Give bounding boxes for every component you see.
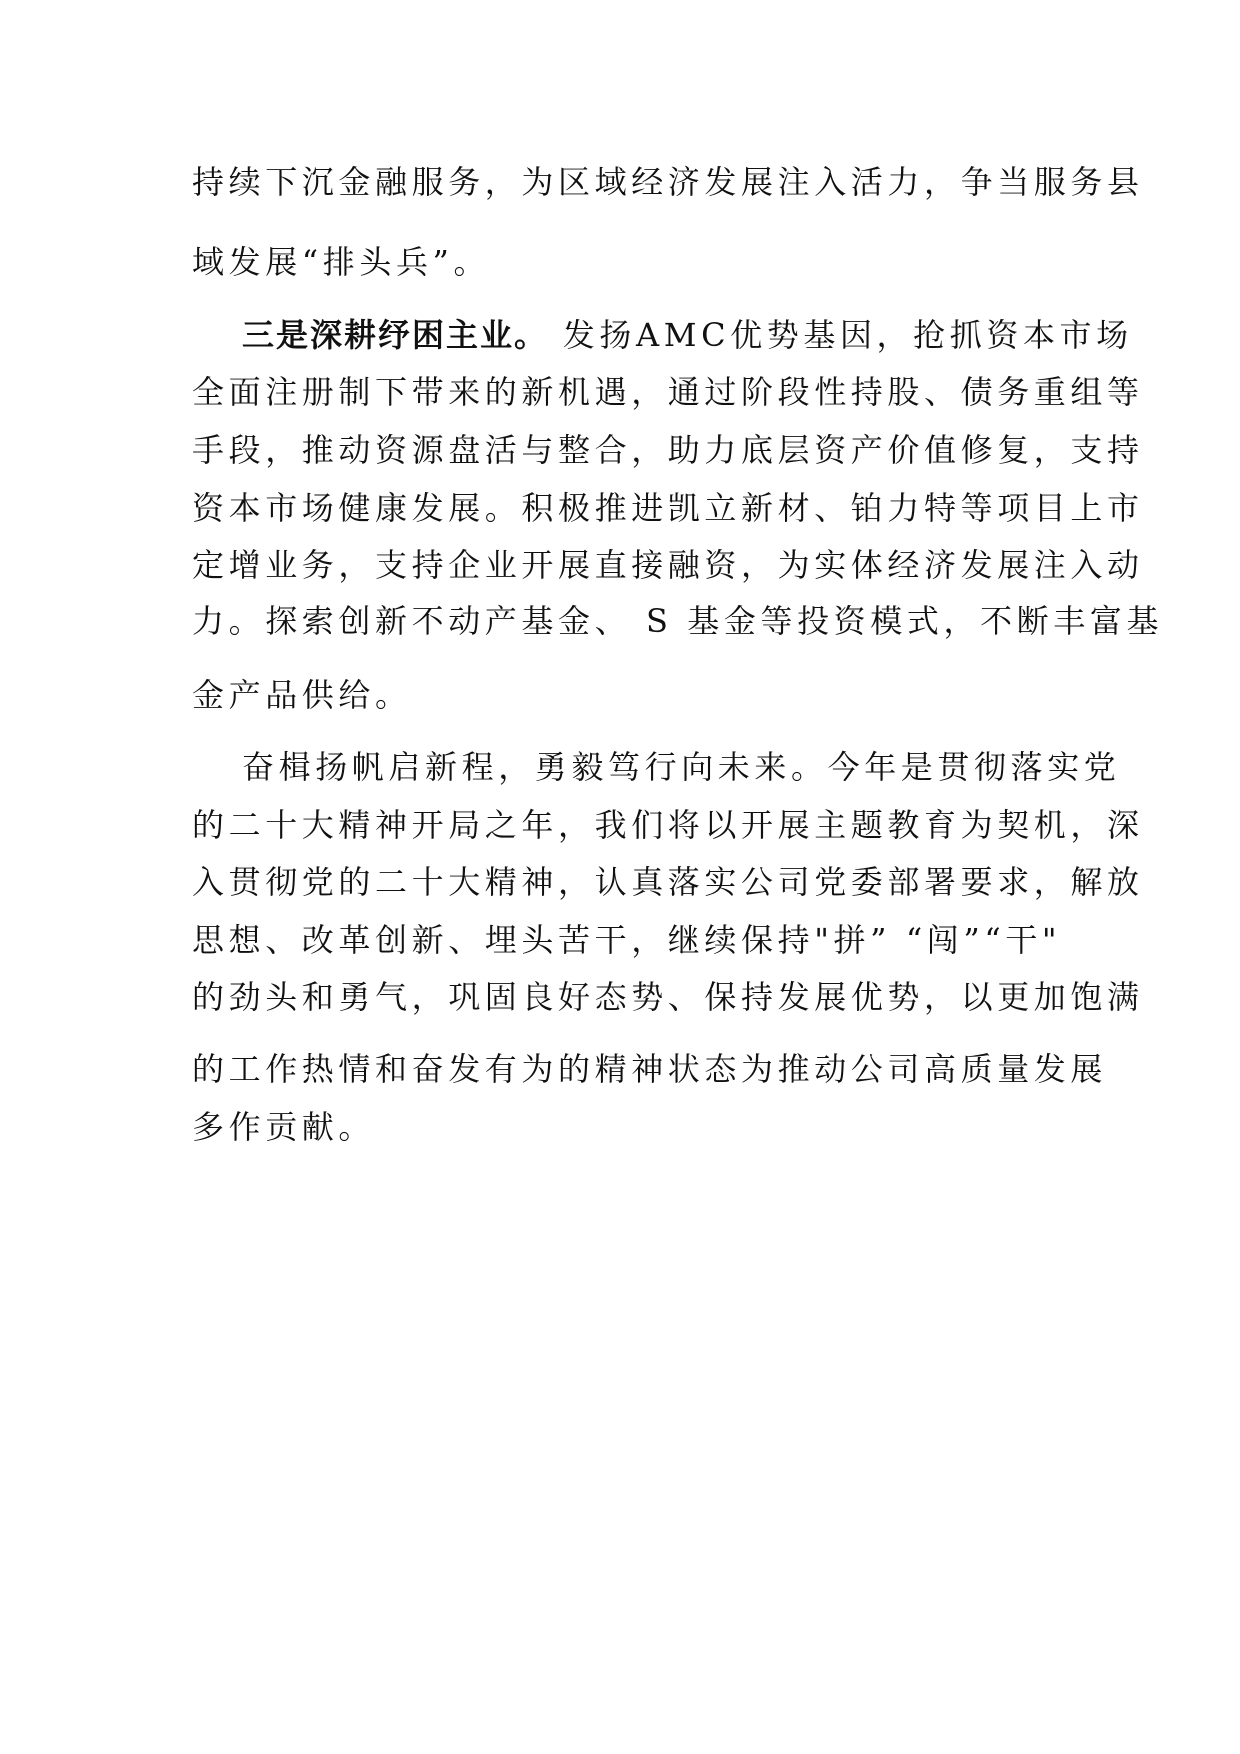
- paragraph-2-line-6: 力。探索创新不动产基金、 S 基金等投资模式，不断丰富基: [192, 602, 1164, 640]
- paragraph-3-line-2: 的二十大精神开局之年，我们将以开展主题教育为契机，深: [192, 806, 1144, 844]
- paragraph-2-line-5: 定增业务，支持企业开展直接融资，为实体经济发展注入动: [192, 546, 1144, 584]
- paragraph-2-line-1: [242, 313, 1133, 357]
- paragraph-1-line-2: 域发展“排头兵”。: [192, 243, 491, 281]
- paragraph-3-line-7: 多作贡献。: [192, 1108, 376, 1146]
- paragraph-2-line-1-text: 发扬AMC优势基因，抢抓资本市场: [548, 316, 1133, 354]
- paragraph-3-line-6: 的工作热情和奋发有为的精神状态为推动公司高质量发展: [192, 1050, 1108, 1088]
- paragraph-2-line-3: 手段，推动资源盘活与整合，助力底层资产价值修复，支持: [192, 431, 1144, 469]
- paragraph-2-line-4: 资本市场健康发展。积极推进凯立新材、铂力特等项目上市: [192, 489, 1144, 527]
- paragraph-3-line-3: 入贯彻党的二十大精神，认真落实公司党委部署要求，解放: [192, 863, 1144, 901]
- paragraph-2-line-7: 金产品供给。: [192, 676, 412, 714]
- paragraph-3-line-1: 奋楫扬帆启新程，勇毅笃行向未来。今年是贯彻落实党: [242, 748, 1121, 786]
- paragraph-2-line-2: 全面注册制下带来的新机遇，通过阶段性持股、债务重组等: [192, 373, 1144, 411]
- paragraph-2-lead: 三是深耕纾困主业。: [242, 316, 549, 354]
- paragraph-3-line-5: 的劲头和勇气，巩固良好态势、保持发展优势，以更加饱满: [192, 978, 1144, 1016]
- paragraph-3-line-4: 思想、改革创新、埋头苦干，继续保持"拼” “闯”“干": [192, 921, 1062, 959]
- paragraph-1-line-1: 持续下沉金融服务，为区域经济发展注入活力，争当服务县: [192, 163, 1144, 201]
